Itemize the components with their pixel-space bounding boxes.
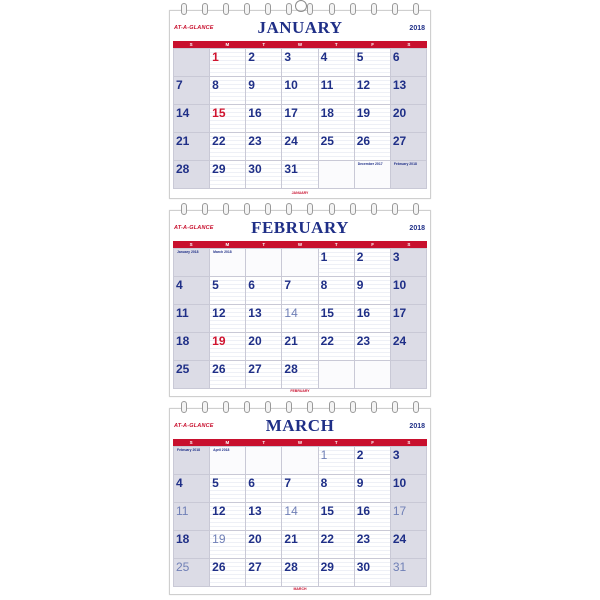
day-number: 8 [320, 476, 328, 490]
day-number: 11 [176, 306, 189, 320]
binder-ring-icon [371, 3, 377, 15]
day-cell [355, 531, 391, 559]
weekday-label: M [225, 42, 230, 47]
day-grid [173, 48, 427, 189]
day-number: 22 [320, 334, 334, 348]
binder-ring-icon [223, 3, 229, 15]
month-title: JANUARY [257, 18, 343, 37]
day-cell [210, 475, 246, 503]
day-cell [319, 77, 355, 105]
day-number: 31 [284, 162, 298, 176]
day-cell [355, 475, 391, 503]
mini-calendar [213, 251, 231, 255]
empty-day-cell [210, 447, 246, 475]
day-cell [319, 333, 355, 361]
day-number: 16 [248, 106, 262, 120]
day-cell [282, 531, 318, 559]
day-number: 27 [392, 134, 407, 148]
day-number: 6 [248, 278, 255, 292]
day-cell [355, 77, 391, 105]
day-number: 22 [320, 532, 334, 546]
empty-day-cell [174, 49, 210, 77]
binder-ring-icon [202, 3, 208, 15]
day-cell [355, 49, 391, 77]
day-cell [282, 277, 318, 305]
binder-ring-icon [350, 203, 356, 215]
day-cell [282, 161, 318, 189]
binder-ring-icon [392, 203, 398, 215]
weekday-label: T [262, 242, 266, 247]
binder-ring-icon [392, 401, 398, 413]
day-number: 14 [284, 306, 298, 320]
weekday-label: S [189, 242, 193, 247]
day-number: 20 [392, 106, 407, 120]
binding-rings [169, 203, 431, 217]
binder-ring-icon [223, 401, 229, 413]
day-number: 26 [356, 134, 371, 148]
day-number: 16 [356, 306, 371, 320]
day-number: 19 [212, 334, 226, 348]
day-cell [246, 277, 282, 305]
weekday-label: M [225, 242, 230, 247]
day-number: 3 [392, 250, 400, 264]
day-cell [391, 133, 427, 161]
binder-ring-icon [371, 203, 377, 215]
day-cell [391, 77, 427, 105]
day-number: 15 [320, 504, 334, 518]
day-number: 8 [320, 278, 328, 292]
day-cell [319, 305, 355, 333]
month-title: FEBRUARY [251, 218, 349, 237]
day-number: 12 [356, 78, 371, 92]
day-cell [174, 105, 210, 133]
day-cell [246, 333, 282, 361]
binder-ring-icon [265, 3, 271, 15]
weekday-header [173, 241, 427, 248]
day-cell [319, 531, 355, 559]
day-cell [282, 133, 318, 161]
empty-day-cell [391, 361, 427, 389]
binder-ring-icon [202, 401, 208, 413]
binder-ring-icon [202, 203, 208, 215]
day-number: 20 [248, 334, 262, 348]
weekday-label: S [189, 42, 193, 47]
day-cell [174, 77, 210, 105]
day-number: 14 [176, 106, 190, 120]
day-number: 28 [284, 560, 298, 574]
month-header [170, 417, 430, 439]
day-cell [246, 105, 282, 133]
day-number: 11 [176, 504, 189, 518]
day-cell [319, 249, 355, 277]
brand-logo: AT-A-GLANCE [174, 423, 214, 429]
day-cell [174, 559, 210, 587]
weekday-label: W [297, 440, 303, 445]
weekday-label: S [407, 440, 411, 445]
mini-calendar [394, 163, 417, 167]
day-cell [174, 305, 210, 333]
day-cell [391, 531, 427, 559]
day-number: 2 [356, 448, 364, 462]
day-cell [282, 475, 318, 503]
day-cell [391, 249, 427, 277]
day-cell [210, 503, 246, 531]
month-footer: MARCH [293, 587, 307, 591]
binder-ring-icon [413, 3, 419, 15]
day-cell [246, 475, 282, 503]
day-number: 2 [356, 250, 364, 264]
mini-calendar-title: February 2018 [393, 162, 417, 166]
mini-calendar [177, 449, 200, 453]
mini-calendar [358, 163, 383, 167]
year-label: 2018 [409, 25, 425, 32]
day-cell [210, 277, 246, 305]
day-cell [391, 305, 427, 333]
day-number: 4 [176, 476, 183, 490]
day-number: 8 [212, 78, 219, 92]
day-cell [391, 277, 427, 305]
binder-ring-icon [244, 3, 250, 15]
day-grid [173, 446, 427, 587]
day-number: 4 [320, 50, 328, 64]
day-number: 27 [248, 362, 262, 376]
day-number: 24 [392, 532, 407, 546]
day-number: 20 [248, 532, 262, 546]
binder-ring-icon [350, 401, 356, 413]
day-cell [210, 559, 246, 587]
day-number: 17 [392, 306, 407, 320]
day-cell [174, 531, 210, 559]
day-cell [282, 305, 318, 333]
day-number: 21 [284, 334, 298, 348]
day-number: 28 [284, 362, 298, 376]
binder-ring-icon [329, 3, 335, 15]
day-cell [319, 447, 355, 475]
day-cell [246, 77, 282, 105]
day-number: 5 [212, 278, 219, 292]
day-cell [282, 503, 318, 531]
day-number: 15 [320, 306, 334, 320]
weekday-label: W [297, 242, 303, 247]
day-number: 31 [392, 560, 407, 574]
mini-calendar-title: January 2018 [177, 250, 199, 254]
day-number: 1 [320, 250, 328, 264]
day-number: 18 [176, 334, 190, 348]
day-number: 25 [320, 134, 334, 148]
empty-day-cell [210, 249, 246, 277]
day-cell [282, 77, 318, 105]
day-cell [282, 333, 318, 361]
binder-ring-icon [181, 203, 187, 215]
binder-ring-icon [265, 401, 271, 413]
day-cell [246, 361, 282, 389]
month-header [170, 219, 430, 241]
day-cell [210, 161, 246, 189]
day-cell [355, 277, 391, 305]
empty-day-cell [319, 161, 355, 189]
binder-ring-icon [286, 203, 292, 215]
day-cell [174, 503, 210, 531]
day-cell [174, 475, 210, 503]
day-number: 30 [248, 162, 262, 176]
day-number: 7 [284, 476, 292, 490]
day-number: 23 [356, 334, 371, 348]
day-grid [173, 248, 427, 389]
day-number: 6 [248, 476, 255, 490]
day-cell [391, 559, 427, 587]
day-number: 17 [392, 504, 407, 518]
month-header [170, 19, 430, 41]
day-cell [391, 447, 427, 475]
day-number: 10 [392, 476, 407, 490]
month-panel-march [169, 408, 431, 595]
day-number: 15 [212, 106, 226, 120]
day-cell [355, 105, 391, 133]
wall-calendar [169, 0, 431, 600]
day-cell [355, 305, 391, 333]
weekday-header [173, 439, 427, 446]
day-cell [246, 531, 282, 559]
binder-ring-icon [307, 3, 313, 15]
binder-ring-icon [181, 3, 187, 15]
day-number: 17 [284, 106, 298, 120]
day-cell [210, 305, 246, 333]
empty-day-cell [174, 447, 210, 475]
day-cell [391, 475, 427, 503]
day-number: 9 [356, 278, 364, 292]
mini-calendar-title: December 2017 [357, 162, 383, 166]
day-number: 1 [320, 448, 328, 462]
day-number: 13 [248, 306, 262, 320]
weekday-label: W [297, 42, 303, 47]
day-cell [174, 133, 210, 161]
day-cell [282, 105, 318, 133]
day-cell [174, 277, 210, 305]
hanger-ring-icon [295, 0, 307, 12]
day-number: 12 [212, 306, 226, 320]
empty-day-cell [246, 249, 282, 277]
day-cell [210, 49, 246, 77]
year-label: 2018 [409, 423, 425, 430]
month-footer: FEBRUARY [290, 389, 310, 393]
day-number: 10 [392, 278, 407, 292]
day-number: 7 [284, 278, 292, 292]
weekday-label: T [334, 440, 338, 445]
day-cell [210, 531, 246, 559]
empty-day-cell [319, 361, 355, 389]
empty-day-cell [282, 249, 318, 277]
day-cell [174, 361, 210, 389]
day-cell [210, 333, 246, 361]
binder-ring-icon [244, 401, 250, 413]
day-cell [355, 333, 391, 361]
mini-calendar [177, 251, 199, 255]
day-number: 2 [248, 50, 255, 64]
day-number: 19 [212, 532, 226, 546]
binding-rings [169, 401, 431, 415]
day-cell [319, 133, 355, 161]
day-cell [319, 277, 355, 305]
empty-day-cell [355, 161, 391, 189]
day-number: 23 [248, 134, 262, 148]
binder-ring-icon [307, 401, 313, 413]
month-panel-february [169, 210, 431, 397]
day-cell [282, 361, 318, 389]
brand-logo: AT-A-GLANCE [174, 225, 214, 231]
day-cell [174, 161, 210, 189]
empty-day-cell [282, 447, 318, 475]
day-number: 9 [356, 476, 364, 490]
binder-ring-icon [181, 401, 187, 413]
day-cell [210, 361, 246, 389]
day-number: 4 [176, 278, 183, 292]
month-title: MARCH [265, 416, 335, 435]
month-panel-january [169, 10, 431, 199]
binder-ring-icon [244, 203, 250, 215]
binder-ring-icon [265, 203, 271, 215]
day-number: 21 [176, 134, 190, 148]
day-number: 11 [320, 78, 334, 92]
day-cell [391, 105, 427, 133]
weekday-label: F [371, 42, 374, 47]
weekday-label: T [262, 42, 266, 47]
day-cell [319, 503, 355, 531]
day-cell [391, 49, 427, 77]
day-number: 5 [356, 50, 364, 64]
month-footer: JANUARY [291, 191, 309, 195]
day-cell [246, 133, 282, 161]
day-number: 13 [392, 78, 407, 92]
day-cell [319, 105, 355, 133]
day-number: 24 [284, 134, 298, 148]
binder-ring-icon [307, 203, 313, 215]
day-number: 22 [212, 134, 226, 148]
weekday-header [173, 41, 427, 48]
day-number: 18 [176, 532, 190, 546]
day-number: 16 [356, 504, 371, 518]
day-cell [210, 77, 246, 105]
mini-calendar-title: February 2018 [177, 448, 200, 452]
weekday-label: T [262, 440, 266, 445]
day-cell [246, 503, 282, 531]
day-number: 24 [392, 334, 407, 348]
day-number: 13 [248, 504, 262, 518]
day-cell [319, 475, 355, 503]
brand-logo: AT-A-GLANCE [174, 25, 214, 31]
binder-ring-icon [413, 203, 419, 215]
day-number: 18 [320, 106, 334, 120]
day-number: 3 [284, 50, 292, 64]
day-cell [319, 49, 355, 77]
day-cell [355, 503, 391, 531]
binder-ring-icon [286, 3, 292, 15]
binder-ring-icon [223, 203, 229, 215]
day-cell [355, 447, 391, 475]
weekday-label: F [371, 242, 374, 247]
day-cell [319, 559, 355, 587]
day-cell [282, 559, 318, 587]
year-label: 2018 [409, 225, 425, 232]
day-number: 29 [320, 560, 334, 574]
day-number: 3 [392, 448, 400, 462]
weekday-label: S [407, 242, 411, 247]
mini-calendar-title: April 2018 [213, 448, 230, 452]
binder-ring-icon [286, 401, 292, 413]
day-number: 10 [284, 78, 298, 92]
day-number: 26 [212, 362, 226, 376]
weekday-label: M [225, 440, 230, 445]
binder-ring-icon [371, 401, 377, 413]
day-number: 9 [248, 78, 255, 92]
day-number: 23 [356, 532, 371, 546]
day-number: 6 [392, 50, 400, 64]
weekday-label: S [189, 440, 193, 445]
day-number: 14 [284, 504, 298, 518]
day-number: 12 [212, 504, 226, 518]
day-cell [174, 333, 210, 361]
day-cell [391, 503, 427, 531]
day-number: 1 [212, 50, 219, 64]
day-number: 19 [356, 106, 371, 120]
empty-day-cell [246, 447, 282, 475]
day-cell [355, 133, 391, 161]
day-number: 7 [176, 78, 183, 92]
day-cell [210, 105, 246, 133]
mini-calendar [213, 449, 229, 453]
day-number: 25 [176, 560, 190, 574]
weekday-label: T [334, 242, 338, 247]
day-cell [246, 161, 282, 189]
empty-day-cell [391, 161, 427, 189]
binder-ring-icon [329, 401, 335, 413]
day-cell [210, 133, 246, 161]
weekday-label: T [334, 42, 338, 47]
day-number: 28 [176, 162, 190, 176]
empty-day-cell [355, 361, 391, 389]
weekday-label: S [407, 42, 411, 47]
day-number: 30 [356, 560, 371, 574]
day-number: 21 [284, 532, 298, 546]
day-cell [391, 333, 427, 361]
day-cell [246, 305, 282, 333]
day-cell [246, 49, 282, 77]
day-cell [355, 249, 391, 277]
binder-ring-icon [413, 401, 419, 413]
binder-ring-icon [329, 203, 335, 215]
day-number: 29 [212, 162, 226, 176]
day-cell [282, 49, 318, 77]
binder-ring-icon [350, 3, 356, 15]
day-cell [246, 559, 282, 587]
day-number: 5 [212, 476, 219, 490]
empty-day-cell [174, 249, 210, 277]
day-number: 25 [176, 362, 190, 376]
binder-ring-icon [392, 3, 398, 15]
weekday-label: F [371, 440, 374, 445]
day-cell [355, 559, 391, 587]
day-number: 27 [248, 560, 262, 574]
mini-calendar-title: March 2018 [213, 250, 232, 254]
day-number: 26 [212, 560, 226, 574]
